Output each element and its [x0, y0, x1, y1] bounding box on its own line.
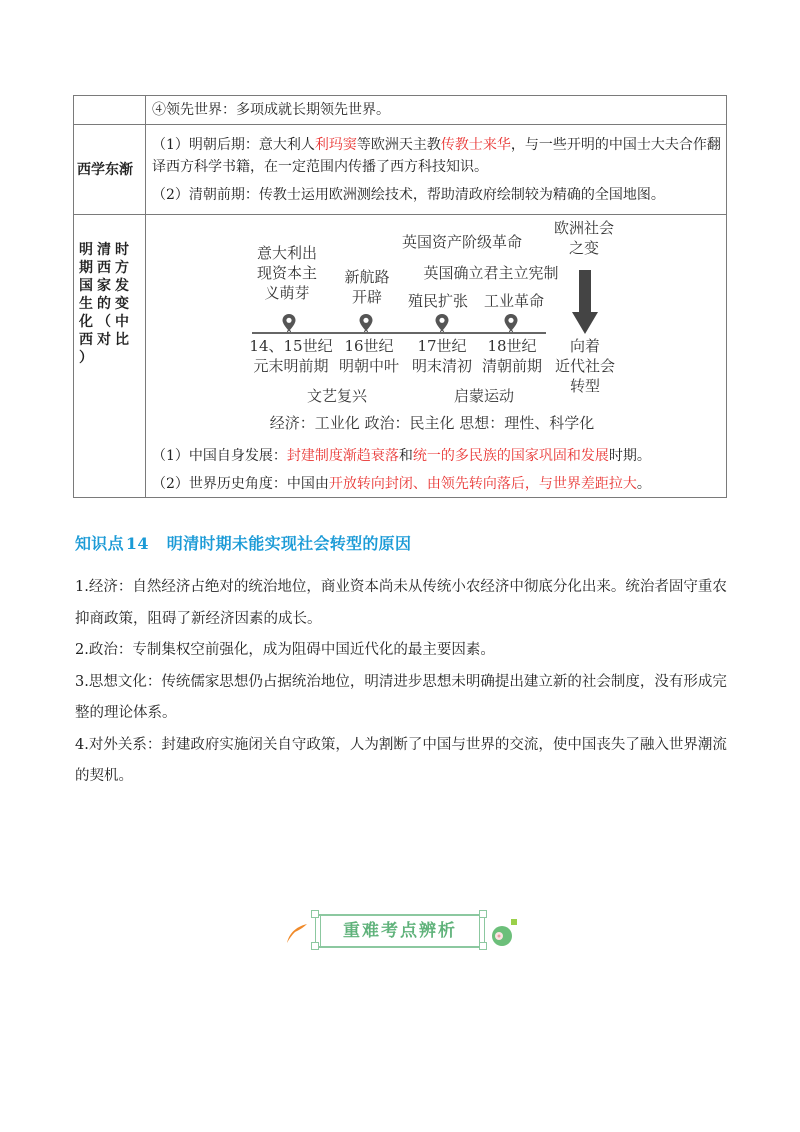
movement-label: 文艺复兴: [306, 387, 367, 405]
label-char: 家: [97, 278, 111, 294]
label-char: 发: [115, 278, 129, 294]
map-pin-icon: [359, 314, 373, 332]
text: （1）明朝后期：意大利人: [152, 136, 315, 153]
text: 等欧洲天主教: [356, 136, 441, 153]
text: ，与一些开明的中国士大夫合作翻译西方科学书籍，在一定范围内传播了西方科技知识。: [152, 136, 721, 175]
highlight-text: 传教士来华: [440, 136, 511, 153]
event-label: 新航路 开辟: [344, 268, 390, 306]
period-label: 18世纪 清朝前期: [481, 337, 542, 375]
row-label: [74, 96, 146, 125]
europe-change-label: 欧洲社会 之变: [553, 219, 614, 257]
arrow-down-icon: [572, 270, 598, 335]
event-label: 意大利出 现资本主 义萌芽: [256, 244, 317, 302]
label-char: 西: [97, 260, 111, 276]
vertical-label: [77, 233, 142, 367]
timeline-diagram: [152, 215, 722, 440]
section-heading: [75, 531, 411, 554]
period-label: 17世纪 明末清初: [411, 337, 472, 375]
label-char: 国: [79, 278, 93, 294]
label-char: 明: [79, 242, 93, 258]
label-char: 方: [115, 260, 129, 276]
label-char: 期: [79, 260, 93, 276]
map-pin-icon: [504, 314, 518, 332]
list-item: 3.思想文化：传统儒家思想仍占据统治地位，明清进步思想未明确提出建立新的社会制度，没有形成完整的理论体系。: [75, 673, 727, 721]
label-char: 时: [115, 242, 129, 258]
comparison-table: [73, 95, 727, 498]
highlight-text: 封建制度渐趋衰落: [286, 448, 399, 464]
label-char: 对: [97, 332, 111, 348]
row-content: [146, 125, 727, 215]
heading-title: 明清时期未能实现社会转型的原因: [166, 534, 412, 553]
table-row: [74, 125, 727, 215]
period-label: 16世纪 明朝中叶: [338, 337, 399, 375]
paragraph: （2）清朝前期：传教士运用欧洲测绘技术，帮助清政府绘制较为精确的全国地图。: [152, 186, 665, 203]
transition-label: 向着 近代社会 转型: [554, 337, 615, 395]
highlight-text: 统一的多民族的国家巩固和发展: [412, 448, 609, 464]
heading-number: 14: [125, 534, 149, 553]
label-char: 清: [97, 242, 111, 258]
reason-list: [75, 572, 727, 793]
label-char: 比: [115, 332, 129, 348]
label-char: 西: [79, 332, 93, 348]
highlight-text: 利玛窦: [314, 136, 357, 153]
event-label: 工业革命: [483, 292, 544, 310]
row-label: 西学东渐: [74, 125, 146, 215]
notes: [152, 440, 722, 495]
map-pin-icon: [282, 314, 296, 332]
table-row: [74, 215, 727, 498]
paragraph: [152, 134, 722, 178]
event-label: 英国确立君主立宪制: [423, 264, 559, 282]
list-item: 2.政治：专制集权空前强化，成为阻碍中国近代化的最主要因素。: [75, 642, 495, 658]
movement-label: 启蒙运动: [453, 387, 514, 405]
timeline-axis: [252, 332, 546, 334]
label-char: ）: [79, 350, 93, 366]
label-char: 的: [97, 296, 111, 312]
event-label: 殖民扩张: [407, 292, 468, 310]
row-content: ④领先世界：多项成就长期领先世界。: [146, 96, 727, 125]
row-label: [74, 215, 146, 498]
summary-text: 经济：工业化 政治：民主化 思想：理性、科学化: [269, 414, 595, 432]
period-label: 14、15世纪 元末明前期: [249, 337, 333, 375]
paragraph: （1）中国自身发展：封建制度渐趋衰落和统一的多民族的国家巩固和发展时期。: [152, 448, 651, 464]
list-item: 4.对外关系：封建政府实施闭关自守政策，人为割断了中国与世界的交流，使中国丧失了融入世界潮流的契机。: [75, 736, 727, 784]
green-circle-icon: [489, 916, 521, 948]
list-item: 1.经济：自然经济占绝对的统治地位，商业资本尚未从传统小农经济中彻底分化出来。统治者固守重农抑商政策，阻碍了新经济因素的成长。: [75, 579, 727, 627]
label-char: 变: [115, 296, 129, 312]
paragraph: （2）世界历史角度：中国由开放转向封闭、由领先转向落后，与世界差距拉大。: [152, 476, 651, 492]
event-label: 英国资产阶级革命: [401, 233, 522, 251]
label-char: 中: [115, 314, 129, 330]
banner-title: 重难考点辨析: [343, 921, 457, 941]
heading-prefix: 知识点: [75, 534, 124, 553]
section-banner: [285, 908, 520, 954]
label-char: （: [97, 314, 111, 330]
highlight-text: 开放转向封闭、由领先转向落后，与世界差距拉大: [328, 476, 637, 492]
table-row: [74, 96, 727, 125]
map-pin-icon: [435, 314, 449, 332]
label-char: 化: [79, 314, 93, 330]
label-char: 生: [79, 296, 93, 312]
row-content: [146, 215, 727, 498]
orange-leaf-icon: [285, 922, 309, 944]
